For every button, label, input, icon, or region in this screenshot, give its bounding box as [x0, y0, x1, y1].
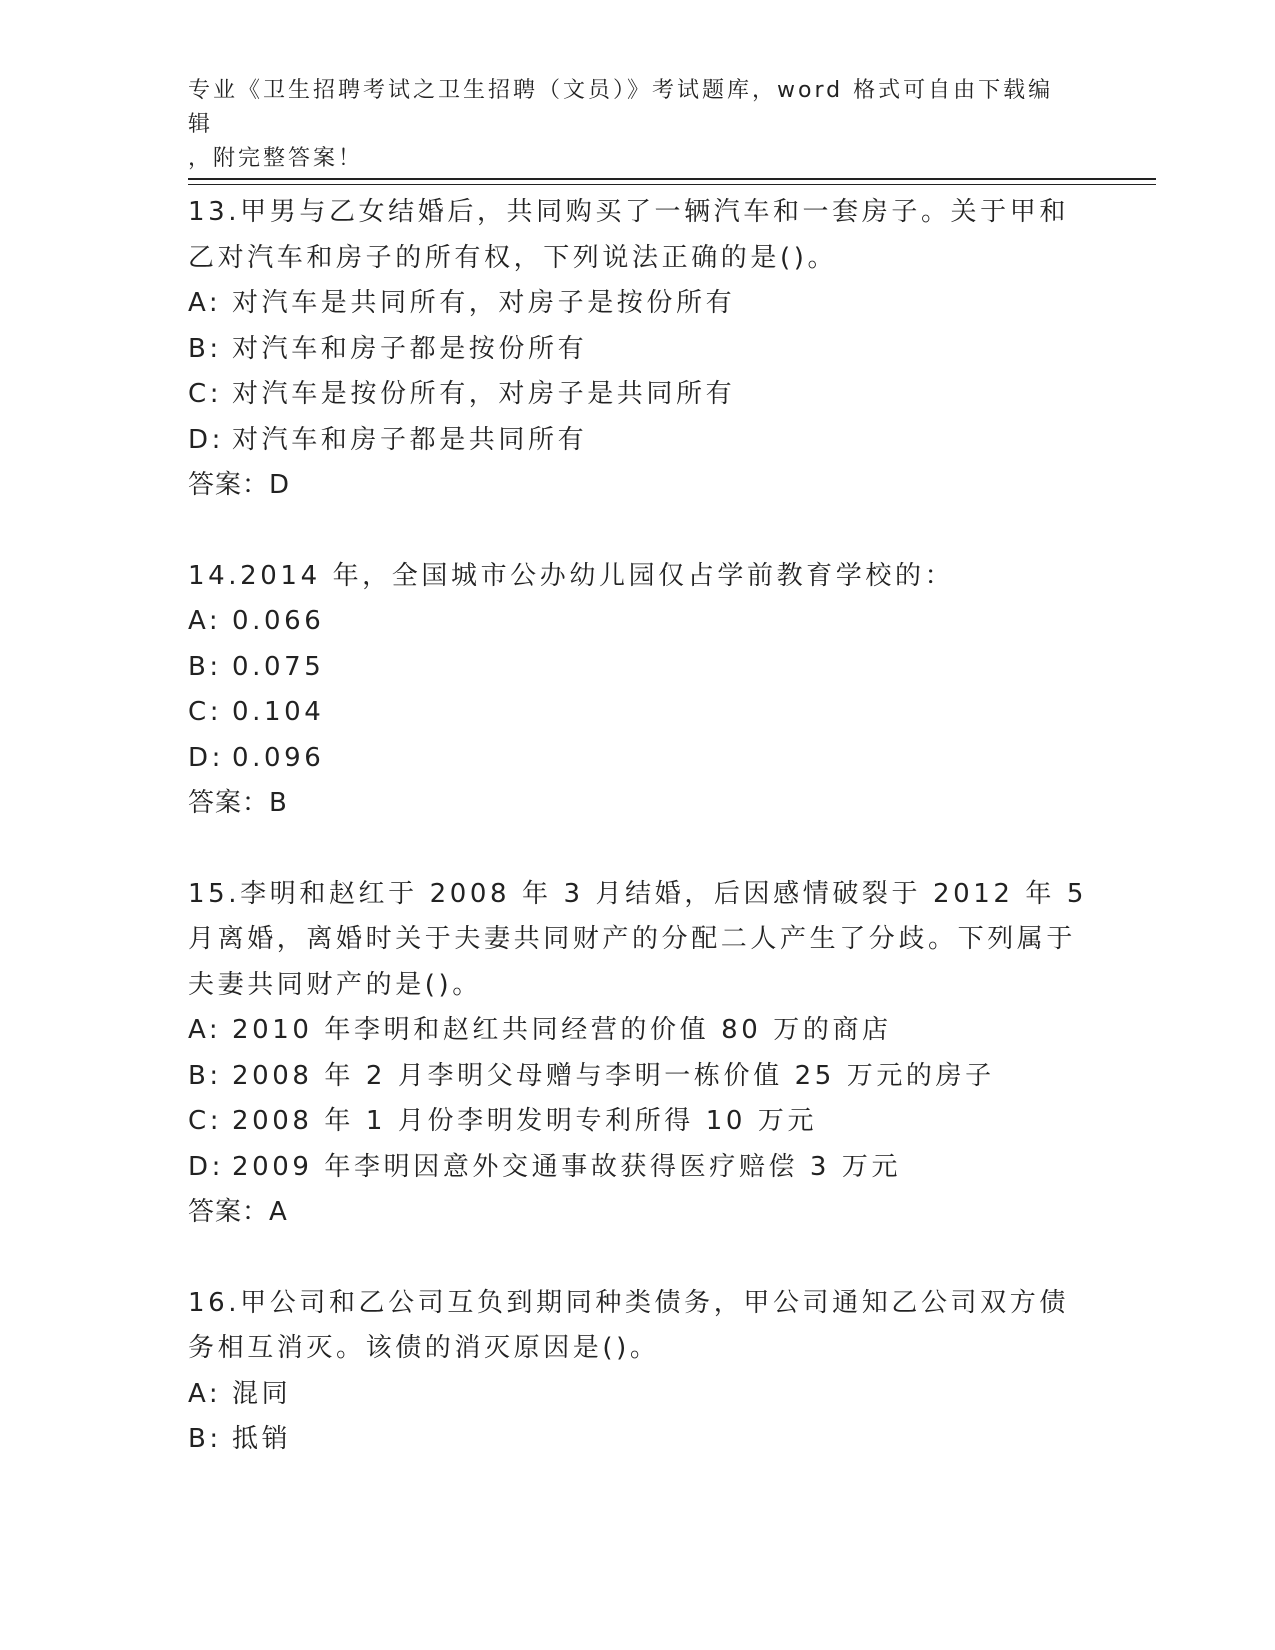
question-stem: 15.李明和赵红于 2008 年 3 月结婚，后因感情破裂于 2012 年 5 月离婚，离婚时关于夫妻共同财产的分配二人产生了分歧。下列属于夫妻共同财产的是()。 [188, 878, 1088, 1000]
question-stem: 16.甲公司和乙公司互负到期同种类债务，甲公司通知乙公司双方债务相互消灭。该债的消灭原因是()。 [188, 1287, 1069, 1363]
option-letter: A: [188, 606, 222, 636]
option-c [188, 1099, 1088, 1145]
option-b [188, 645, 1088, 691]
option-letter: D: [188, 424, 224, 455]
option-text: 0.104 [232, 697, 325, 727]
option-a [188, 1372, 1088, 1418]
header-line-2: ，附完整答案！ [188, 146, 364, 171]
option-b [188, 327, 1088, 373]
answer-line: 答案：B [188, 788, 288, 818]
option-letter: B: [188, 333, 222, 364]
option-d [188, 736, 1088, 782]
option-text: 对汽车是共同所有，对房子是按份所有 [232, 288, 736, 318]
question-13 [188, 190, 1088, 509]
question-16 [188, 1281, 1088, 1463]
question-stem: 14.2014 年，全国城市公办幼儿园仅占学前教育学校的： [188, 560, 955, 591]
question-15 [188, 872, 1088, 1236]
option-c [188, 372, 1088, 418]
answer-line: 答案：A [188, 1197, 288, 1227]
option-letter: D: [188, 742, 224, 773]
option-letter: C: [188, 379, 223, 409]
option-text: 2010 年李明和赵红共同经营的价值 80 万的商店 [232, 1015, 892, 1045]
option-letter: A: [188, 1378, 222, 1409]
option-text: 2008 年 2 月李明父母赠与李明一栋价值 25 万元的房子 [232, 1060, 995, 1091]
option-text: 对汽车和房子都是按份所有 [232, 333, 588, 364]
option-d [188, 418, 1088, 464]
option-letter: A: [188, 288, 222, 318]
header-line-1: 专业《卫生招聘考试之卫生招聘（文员）》考试题库，word 格式可自由下载编辑 [188, 78, 1054, 137]
option-a [188, 599, 1088, 645]
option-text: 0.096 [232, 742, 325, 773]
option-text: 抵销 [232, 1424, 292, 1454]
option-letter: C: [188, 697, 223, 727]
header-divider-thin [188, 184, 1156, 185]
option-letter: B: [188, 1060, 222, 1091]
option-a [188, 1008, 1088, 1054]
option-text: 0.075 [232, 651, 325, 682]
answer-line: 答案：D [188, 470, 291, 500]
option-b [188, 1417, 1088, 1463]
option-letter: A: [188, 1015, 222, 1045]
option-b [188, 1054, 1088, 1100]
question-14 [188, 554, 1088, 827]
header-divider-thick [188, 178, 1156, 180]
option-letter: D: [188, 1151, 224, 1182]
option-c [188, 690, 1088, 736]
document-header [188, 74, 1068, 176]
option-d [188, 1145, 1088, 1191]
option-letter: C: [188, 1106, 223, 1136]
option-letter: B: [188, 1424, 222, 1454]
option-letter: B: [188, 651, 222, 682]
option-text: 对汽车和房子都是共同所有 [232, 424, 588, 455]
option-a [188, 281, 1088, 327]
question-stem: 13.甲男与乙女结婚后，共同购买了一辆汽车和一套房子。关于甲和乙对汽车和房子的所有权，下列说法正确的是()。 [188, 197, 1069, 273]
option-text: 对汽车是按份所有，对房子是共同所有 [232, 379, 736, 409]
option-text: 0.066 [232, 606, 325, 636]
option-text: 2008 年 1 月份李明发明专利所得 10 万元 [232, 1106, 818, 1136]
option-text: 混同 [232, 1378, 292, 1409]
option-text: 2009 年李明因意外交通事故获得医疗赔偿 3 万元 [232, 1151, 902, 1182]
question-list [188, 190, 1088, 1508]
